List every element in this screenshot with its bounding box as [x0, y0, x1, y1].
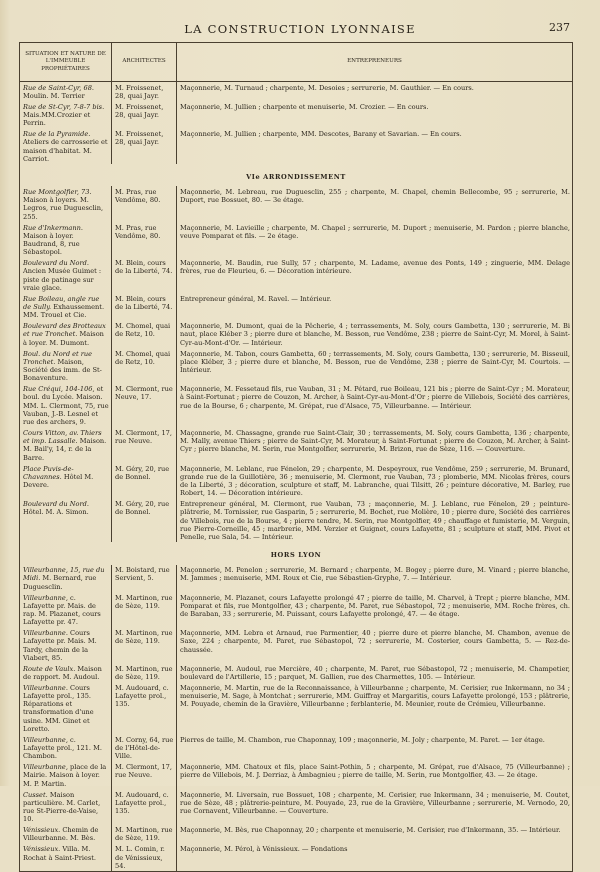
location-text: Cours Vitton, av. Thiers et imp. Lassalle.: [23, 428, 102, 446]
table-row: [20, 663, 573, 682]
location-text: Boulevard du Nord.: [23, 500, 89, 509]
contractors-cell: Maçonnerie, M. Dumont, quai de la Pêcherie, 4 ; terrassements, M. Soly, cours Gambetta, 130 ; serrurerie, M. Bi naut, place Kléber 3 ; pierre dure et blanche, M. Besson, rue Vendôme, 238 ; pierre de Saint-Cyr, M. Morel, à Saint-Cyr-au-Mont-d'Or. — Intérieur.: [177, 321, 573, 348]
table-body: [20, 82, 573, 872]
architect-cell: M. Pras, rue Vendôme, 80.: [112, 222, 177, 258]
architect-cell: M. Froissenet, 28, quai Jayr.: [112, 101, 177, 128]
situation-cell: [20, 348, 112, 384]
situation-cell: [20, 258, 112, 294]
owner-text: Hôtel M. Devere.: [23, 472, 94, 489]
situation-cell: [20, 186, 112, 222]
situation-cell: [20, 734, 112, 761]
architect-cell: M. L. Comin, r. de Vénissieux, 54.: [112, 844, 177, 872]
architect-cell: M. Clermont, 17, rue Neuve.: [112, 762, 177, 789]
architect-cell: M. Audouard, c. Lafayette prol., 135.: [112, 789, 177, 825]
contractors-cell: Maçonnerie, M. Turnaud ; charpente, M. Desoies ; serrurerie, M. Gauthier. — En cours.: [177, 82, 573, 102]
architect-cell: M. Géry, 20, rue de Bonnel.: [112, 499, 177, 543]
table-row: [20, 789, 573, 825]
location-text: Villeurbanne,: [23, 763, 68, 772]
situation-cell: [20, 321, 112, 348]
table-header-row: [20, 43, 573, 82]
architect-cell: M. Chomel, quai de Retz, 10.: [112, 321, 177, 348]
architect-cell: M. Clermont, rue Neuve, 17.: [112, 384, 177, 428]
contractors-cell: Maçonnerie, M. Plazanet, cours Lafayette prolongé 47 ; pierre de taille, M. Charvel, à Trept ; pierre blanche, MM. Pomparat et fils, rue Montgolfier, 43 ; charpente, M. Paret, rue Sébastopol, 72 ; menuiserie, MM. Roche frères, ch. de Baraban, 33 ; serrurerie, M. Puissant, cours Lafayette prolongé, 47. — 4e étage.: [177, 592, 573, 628]
contractors-cell: Maçonnerie, M. Lebreau, rue Duguesclin, 255 ; charpente, M. Chapel, chemin Bellecombe, 95 ; serrurerie, M. Duport, rue Bossuet, 80. — 3e étage.: [177, 186, 573, 222]
location-text: Boulevard des Brotteaux et rue Tronchet.: [23, 322, 106, 339]
contractors-cell: Entrepreneur général, M. Clermont, rue Vauban, 73 ; maçonnerie, M. J. Leblanc, rue Fénelon, 29 ; peinture-plâtrerie, M. Tornissier, rue Gasparin, 5 ; serrurerie, M. Bochet, rue Molière, 10 ; pierre dure, Société des carrières de Villebois, rue de la Bourse, 4 ; pierre tendre, M. Serin, rue Montgolfier, 49 ; chauffage et fumisterie, M. Verguin, rue Pierre-Corneille, 45 ; marbrerie, MM. Verzier et Guignet, cours Lafayette, 81 ; sculpture et staff, MM. Pivot et Penelle, rue Sala, 54. — Intérieur.: [177, 499, 573, 543]
contractors-cell: Maçonnerie, M. Baudin, rue Sully, 57 ; charpente, M. Ladame, avenue des Ponts, 149 ; zinguerie, MM. Delage frères, rue de Fleurieu, 6. — Décoration intérieure.: [177, 258, 573, 294]
owner-text: et boul. du Lycée. Maison. MM. L. Clermont, 75, rue Vauban, J.-B. Lesnel et rue des archers, 9.: [23, 385, 109, 426]
location-text: Rue de Saint-Cyr, 68.: [23, 83, 94, 92]
owner-text: place de la Mairie. Maison à loyer. M. P. Martin.: [23, 763, 107, 788]
owner-text: Maison de rapport. M. Audoul.: [23, 664, 102, 681]
table-row: [20, 762, 573, 789]
contractors-cell: Maçonnerie, M. Liversain, rue Bossuet, 108 ; charpente, M. Cerisier, rue Inkermann, 34 ; menuiserie, M. Coutet, rue de Sèze, 48 ; plâtrerie-peinture, M. Pouyade, 23, rue de la Gravière, Villeurbanne ; serrurerie, M. Vernodo, 20, rue Cornavent, Villeurbanne. — Couverture.: [177, 789, 573, 825]
owner-text: Hôtel. M. A. Simon.: [23, 508, 89, 517]
location-text: Rue Boileau, angle rue de Sully.: [23, 294, 100, 311]
location-text: Rue Créqui, 104-106,: [23, 385, 95, 394]
location-text: Rue d'Inkermann.: [23, 223, 83, 232]
contractors-cell: Maçonnerie, M. Lavieille ; charpente, M. Chapel ; serrurerie, M. Duport ; menuiserie, M. Pardon ; pierre blanche, veuve Pomparat et fils. — 2e étage.: [177, 222, 573, 258]
owner-text: Chemin de Villeurbanne. M. Bès.: [23, 826, 99, 843]
architect-cell: M. Martinon, rue de Sèze, 119.: [112, 628, 177, 664]
situation-cell: [20, 384, 112, 428]
contractors-cell: Entrepreneur général, M. Ravel. — Intérieur.: [177, 293, 573, 320]
contractors-cell: Pierres de taille, M. Chambon, rue Chaponnay, 109 ; maçonnerie, M. Joly ; charpente, M. Paret. — 1er étage.: [177, 734, 573, 761]
architect-cell: M. Chomel, quai de Retz, 10.: [112, 348, 177, 384]
situation-cell: [20, 463, 112, 499]
table-row: [20, 101, 573, 128]
architect-cell: M. Clermont, 17, rue Neuve.: [112, 427, 177, 463]
column-header-architects: ARCHITECTES: [112, 43, 177, 82]
architect-cell: M. Froissenet, 28, quai Jayr.: [112, 82, 177, 102]
owner-text: Maison particulière. M. Carlet, rue St-Pierre-de-Vaise, 10.: [23, 790, 101, 824]
situation-cell: [20, 427, 112, 463]
location-text: Place Puvis-de-Chavannes.: [23, 464, 74, 481]
table-row: [20, 592, 573, 628]
situation-cell: [20, 592, 112, 628]
situation-cell: [20, 762, 112, 789]
table-row: [20, 384, 573, 428]
owner-text: c. Lafayette prol., 121. M. Chambon.: [23, 735, 102, 761]
column-header-situation: SITUATION ET NATURE DE L'IMMEUBLE PROPRIÉTAIRES: [20, 43, 112, 82]
architect-cell: M. Pras, rue Vendôme, 80.: [112, 186, 177, 222]
architect-cell: M. Boistard, rue Servient, 5.: [112, 565, 177, 592]
section-heading: VIe ARRONDISSEMENT: [20, 164, 573, 186]
situation-cell: [20, 222, 112, 258]
contractors-cell: Maçonnerie, M. Martin, rue de la Reconnaissance, à Villeurbanne ; charpente, M. Cerisier, rue Inkermann, no 34 ; menuiserie, M. Sage, à Montchat ; serrurerie, MM. Guiffray et Margaritis, cours Lafayette prolongé, 153 ; plâtrerie, M. Pouyade, chemin de la Gravière, Villeurbanne ; ferblanterie, M. Meunier, route de Crémieu, Villeurbanne.: [177, 682, 573, 734]
architect-cell: M. Géry, 20, rue de Bonnel.: [112, 463, 177, 499]
location-text: Vénissieux.: [23, 845, 61, 854]
table-row: [20, 321, 573, 348]
architect-cell: M. Martinon, rue de Sèze, 119.: [112, 592, 177, 628]
contractors-cell: Maçonnerie, M. Penelon ; serrurerie, M. Bernard ; charpente, M. Bogey ; pierre dure, M. Vinard ; pierre blanche, M. Jammes ; menuiserie, MM. Roux et Cie, rue Sébastien-Gryphe, 7. — Intérieur.: [177, 565, 573, 592]
situation-cell: [20, 682, 112, 734]
table-row: [20, 258, 573, 294]
situation-cell: [20, 789, 112, 825]
table-row: [20, 682, 573, 734]
contractors-cell: Maçonnerie, M. Jullien ; charpente, MM. Descotes, Barany et Savarian. — En cours.: [177, 129, 573, 165]
location-text: Boulevard du Nord.: [23, 259, 89, 268]
owner-text: Villa. M. Rochat à Saint-Priest.: [23, 845, 96, 862]
location-text: Route de Vaulx.: [23, 664, 76, 673]
table-row: [20, 129, 573, 165]
location-text: Villeurbanne,: [23, 735, 68, 744]
location-text: Vénissieux.: [23, 826, 61, 835]
location-text: Boul. du Nord et rue Tronchet.: [23, 349, 93, 366]
location-text: Cusset.: [23, 790, 48, 799]
table-row: [20, 293, 573, 320]
contractors-cell: Maçonnerie, M. Leblanc, rue Fénelon, 29 ; charpente, M. Despeyroux, rue Vendôme, 259 ; serrurerie, M. Brunard, grande rue de la Guillotière, 36 ; menuiserie, M. Clermont, rue Vauban, 73 ; plomberie, MM. Nicolas frères, cours de la Liberté, 3 ; décoration, sculpture et staff, M. Labranche, quai Tilsitt, 26 ; peinture décorative, M. Barley, rue Robert, 14. — Décoration intérieure.: [177, 463, 573, 499]
situation-cell: [20, 825, 112, 844]
contractors-cell: Maçonnerie, M. Pérol, à Vénissieux. — Fondations: [177, 844, 573, 872]
contractors-cell: Maçonnerie, M. Fessetaud fils, rue Vauban, 31 ; M. Pétard, rue Boileau, 121 bis ; pierre de Saint-Cyr ; M. Morateur, à Saint-Fortunat ; pierre de Couzon, M. Archer, à Saint-Cyr-au-Mont-d'Or ; pierre de Villebois, Société des carrières, rue de la Bourse, 6 ; charpente, M. Grépat, rue d'Alsace, 75, Villeurbanne. — Intérieur.: [177, 384, 573, 428]
location-text: Villeurbanne,: [23, 593, 68, 602]
owner-text: Cours Lafayette pr. Mais. M. Tardy, chemin de la Viabert, 85.: [23, 629, 97, 662]
owner-text: Maison à loyers. M. Legros, rue Duguesclin, 255.: [23, 196, 104, 221]
owner-text: Maison à loyer. M. Dumont.: [23, 330, 104, 347]
owner-text: Ateliers de carrosserie et maison d'habitat. M. Carriot.: [23, 138, 108, 163]
situation-cell: [20, 844, 112, 872]
table-row: [20, 499, 573, 543]
location-text: Villeurbanne.: [23, 629, 68, 638]
table-row: [20, 82, 573, 102]
contractors-cell: Maçonnerie, M. Tabon, cours Gambetta, 60 ; terrassements, M. Soly, cours Gambetta, 130 ; serrurerie, M. Bisseuil, place Kléber, 3 ; pierre dure et blanche, M. Besson, rue de Vendôme, 238 ; pierre de Saint-Cyr, M. Courtois. — Intérieur.: [177, 348, 573, 384]
section-heading-row: [20, 542, 573, 564]
section-heading: HORS LYON: [20, 542, 573, 564]
contractors-cell: Maçonnerie, M. Audoul, rue Mercière, 40 ; charpente, M. Paret, rue Sébastopol, 72 ; menuiserie, M. Champetier, boulevard de l'Artillerie, 15 ; parquet, M. Gallien, rue des Charmettes, 105. — Intérieur.: [177, 663, 573, 682]
architect-cell: M. Froissenet, 28, quai Jayr.: [112, 129, 177, 165]
location-text: Rue de la Pyramide.: [23, 130, 91, 139]
location-text: Rue Montgolfier, 73.: [23, 187, 92, 196]
location-text: Rue de St-Cyr, 7-8-7 bis.: [23, 102, 105, 111]
situation-cell: [20, 565, 112, 592]
column-header-contractors: ENTREPRENEURS: [177, 43, 573, 82]
architect-cell: M. Blein, cours de la Liberté, 74.: [112, 293, 177, 320]
architect-cell: M. Martinon, rue de Sèze, 119.: [112, 825, 177, 844]
table-row: [20, 186, 573, 222]
location-text: Villeurbanne.: [23, 683, 68, 692]
table-row: [20, 565, 573, 592]
contractors-cell: Maçonnerie, MM. Chatoux et fils, place Saint-Pothin, 5 ; charpente, M. Grépat, rue d'Alsace, 75 (Villeurbanne) ; pierre de Villebois, M. J. Derriaz, à Ambagnieu ; pierre de taille, M. Serin, rue Montgolfier, 43. — 2e étage.: [177, 762, 573, 789]
owner-text: M. Bernard, rue Duguesclin.: [23, 574, 97, 591]
owner-text: Mais.MM.Crozier et Perrin.: [23, 110, 91, 128]
situation-cell: [20, 82, 112, 102]
contractors-cell: Maçonnerie, M. Jullien ; charpente et menuiserie, M. Crozier. — En cours.: [177, 101, 573, 128]
architect-cell: M. Martinon, rue de Sèze, 119.: [112, 663, 177, 682]
owner-text: c. Lafayette pr. Mais. de rap. M. Plazanet, cours Lafayette pr. 47.: [23, 593, 101, 627]
situation-cell: [20, 101, 112, 128]
situation-cell: [20, 628, 112, 664]
page-number: 237: [549, 21, 570, 34]
table-row: [20, 734, 573, 761]
owner-text: Exhaussement. MM. Trouel et Cie.: [23, 302, 105, 320]
table-row: [20, 348, 573, 384]
owner-text: Ancien Musée Guimet : piste de patinage sur vraie glace.: [23, 267, 102, 292]
situation-cell: [20, 129, 112, 165]
table-row: [20, 844, 573, 872]
contractors-cell: Maçonnerie, M. Chassagne, grande rue Saint-Clair, 30 ; terrassements, M. Soly, cours Gambetta, 136 ; charpente, M. Mally, avenue Thiers ; pierre de Saint-Cyr, M. Morateur, à Saint-Fortunat ; pierre de Couzon, M. Archer, à Saint-Cyr ; pierre blanche, M. Serin, rue Montgolfier, serrurerie, M. Brizon, rue de Sèze, 116. — Couverture.: [177, 427, 573, 463]
contractors-cell: Maçonnerie, M. Bès, rue Chaponnay, 20 ; charpente et menuiserie, M. Cerisier, rue d'Inkermann, 35. — Intérieur.: [177, 825, 573, 844]
owner-text: Maison, Société des imm. de St-Bonaventure.: [23, 357, 102, 383]
table-row: [20, 628, 573, 664]
contractors-cell: Maçonnerie, MM. Lebra et Arnaud, rue Parmentier, 40 ; pierre dure et pierre blanche, M. Chambon, avenue de Saxe, 224 ; charpente, M. Paret, rue Sébastopol, 72 ; serrurerie, M. Costerier, cours Gambetta, 5. — Rez-de-chaussée.: [177, 628, 573, 664]
architect-cell: M. Audouard, c. Lafayette prol., 135.: [112, 682, 177, 734]
table-row: [20, 825, 573, 844]
table-row: [20, 222, 573, 258]
table-row: [20, 427, 573, 463]
owner-text: Moulin. M. Terrier: [23, 91, 85, 100]
page-header-title: LA CONSTRUCTION LYONNAISE: [184, 22, 416, 36]
construction-table: [19, 42, 573, 872]
owner-text: Maison. M. Bail'y, 14, r. de la Barre.: [23, 437, 107, 462]
owner-text: Maison à loyer. Baudrand, 8, rue Sébastopol.: [23, 231, 80, 257]
owner-text: Cours Lafayette prol., 135. Réparations et transformation d'une usine. MM. Ginet et Loretto.: [23, 683, 94, 733]
situation-cell: [20, 499, 112, 543]
section-heading-row: [20, 164, 573, 186]
architect-cell: M. Blein, cours de la Liberté, 74.: [112, 258, 177, 294]
table-row: [20, 463, 573, 499]
situation-cell: [20, 663, 112, 682]
situation-cell: [20, 293, 112, 320]
location-text: Villeurbanne, 15, rue du Midi.: [23, 566, 105, 583]
architect-cell: M. Corny, 64, rue de l'Hôtel-de-Ville.: [112, 734, 177, 761]
